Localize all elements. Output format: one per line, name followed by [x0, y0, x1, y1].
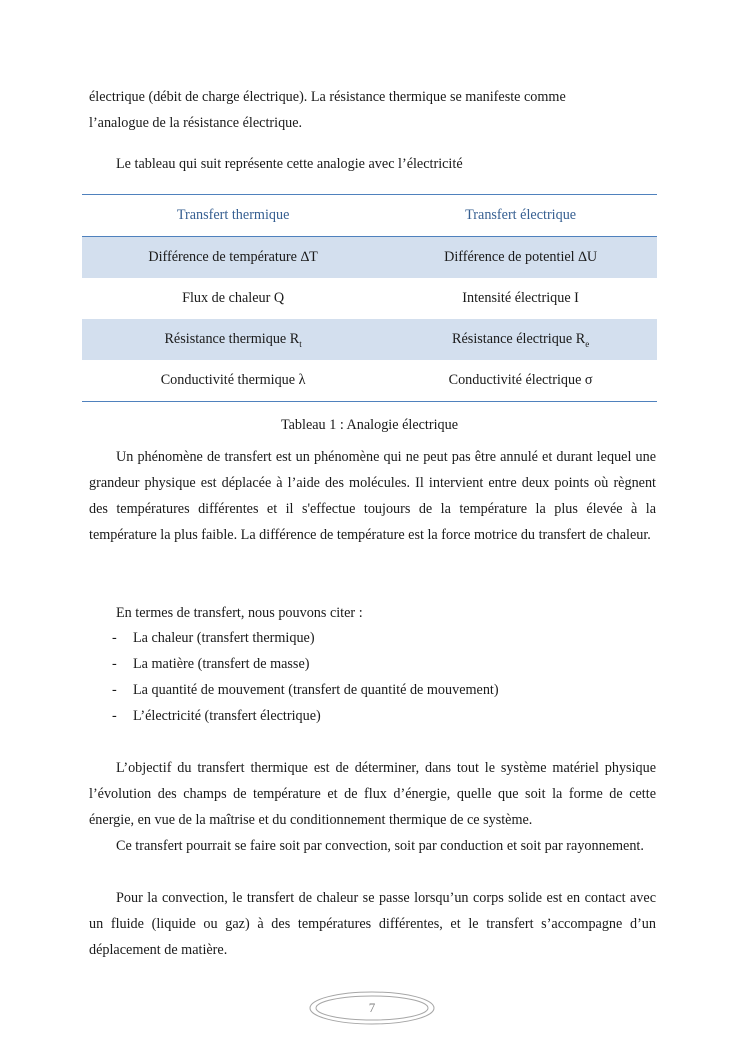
table-header-row — [82, 195, 657, 237]
list-dash: - — [112, 708, 117, 724]
table-caption: Tableau 1 : Analogie électrique — [280, 417, 459, 433]
table-cell: Intensité électrique I — [462, 290, 579, 306]
list-item: - La chaleur (transfert thermique) — [89, 625, 656, 651]
transfer-list — [89, 625, 656, 729]
header-thermal: Transfert thermique — [82, 195, 384, 237]
subscript-t: t — [299, 338, 302, 349]
paragraph-objective: L’objectif du transfert thermique est de déterminer, dans tout le système matériel physique l’évolution des champs de température et de flux d’énergie, quelle que soit la forme de cette énergie, en vue de la maîtrise et du conditionnement thermique de ce système. — [89, 760, 656, 828]
list-item: - L’électricité (transfert électrique) — [89, 703, 656, 729]
table-cell: Résistance thermique $R_t$ — [82, 319, 384, 360]
page-footer — [308, 990, 436, 1026]
paragraph-modes: Ce transfert pourrait se faire soit par convection, soit par conduction et soit par rayonnement. — [116, 838, 644, 854]
paragraph-definition: Un phénomène de transfert est un phénomène qui ne peut pas être annulé et durant lequel une grandeur physique est déplacée à l’aide des molécules. Il intervient entre deux points où règnent des températures différentes et il s'effectue toujours de la température la plus élevée à la température la plus faible. La différence de température est la force motrice du transfert de chaleur. — [89, 449, 656, 543]
list-dash: - — [112, 682, 117, 698]
list-intro: En termes de transfert, nous pouvons citer : — [116, 605, 363, 621]
table-row — [82, 278, 657, 319]
list-item: - La matière (transfert de masse) — [89, 651, 656, 677]
table-intro: Le tableau qui suit représente cette analogie avec l’électricité — [116, 156, 463, 172]
table-cell: Résistance électrique $R_e$ — [384, 319, 657, 360]
paragraph-convection: Pour la convection, le transfert de chaleur se passe lorsqu’un corps solide est en contact avec un fluide (liquide ou gaz) à des températures différentes, et le transfert s’accompagne d’un déplacement de matière. — [89, 890, 656, 958]
list-item: - La quantité de mouvement (transfert de quantité de mouvement) — [89, 677, 656, 703]
page-number: 7 — [368, 1000, 376, 1015]
subscript-e: e — [585, 338, 590, 349]
table-row — [82, 360, 657, 402]
analogy-table — [82, 194, 657, 402]
intro-line-1: électrique (débit de charge électrique). La résistance thermique se manifeste comme — [89, 89, 566, 105]
table-cell: Différence de potentiel ∆U — [384, 237, 657, 279]
table-row — [82, 319, 657, 360]
table-cell: Conductivité thermique λ — [160, 372, 306, 388]
table-cell: Flux de chaleur Q — [182, 290, 285, 306]
table-cell: Différence de température ∆T — [82, 237, 384, 279]
table-cell: Conductivité électrique σ — [448, 372, 593, 388]
intro-line-2: l’analogue de la résistance électrique. — [89, 115, 303, 131]
list-dash: - — [112, 656, 117, 672]
header-electrical: Transfert électrique — [384, 195, 657, 237]
table-row — [82, 237, 657, 279]
list-dash: - — [112, 630, 117, 646]
